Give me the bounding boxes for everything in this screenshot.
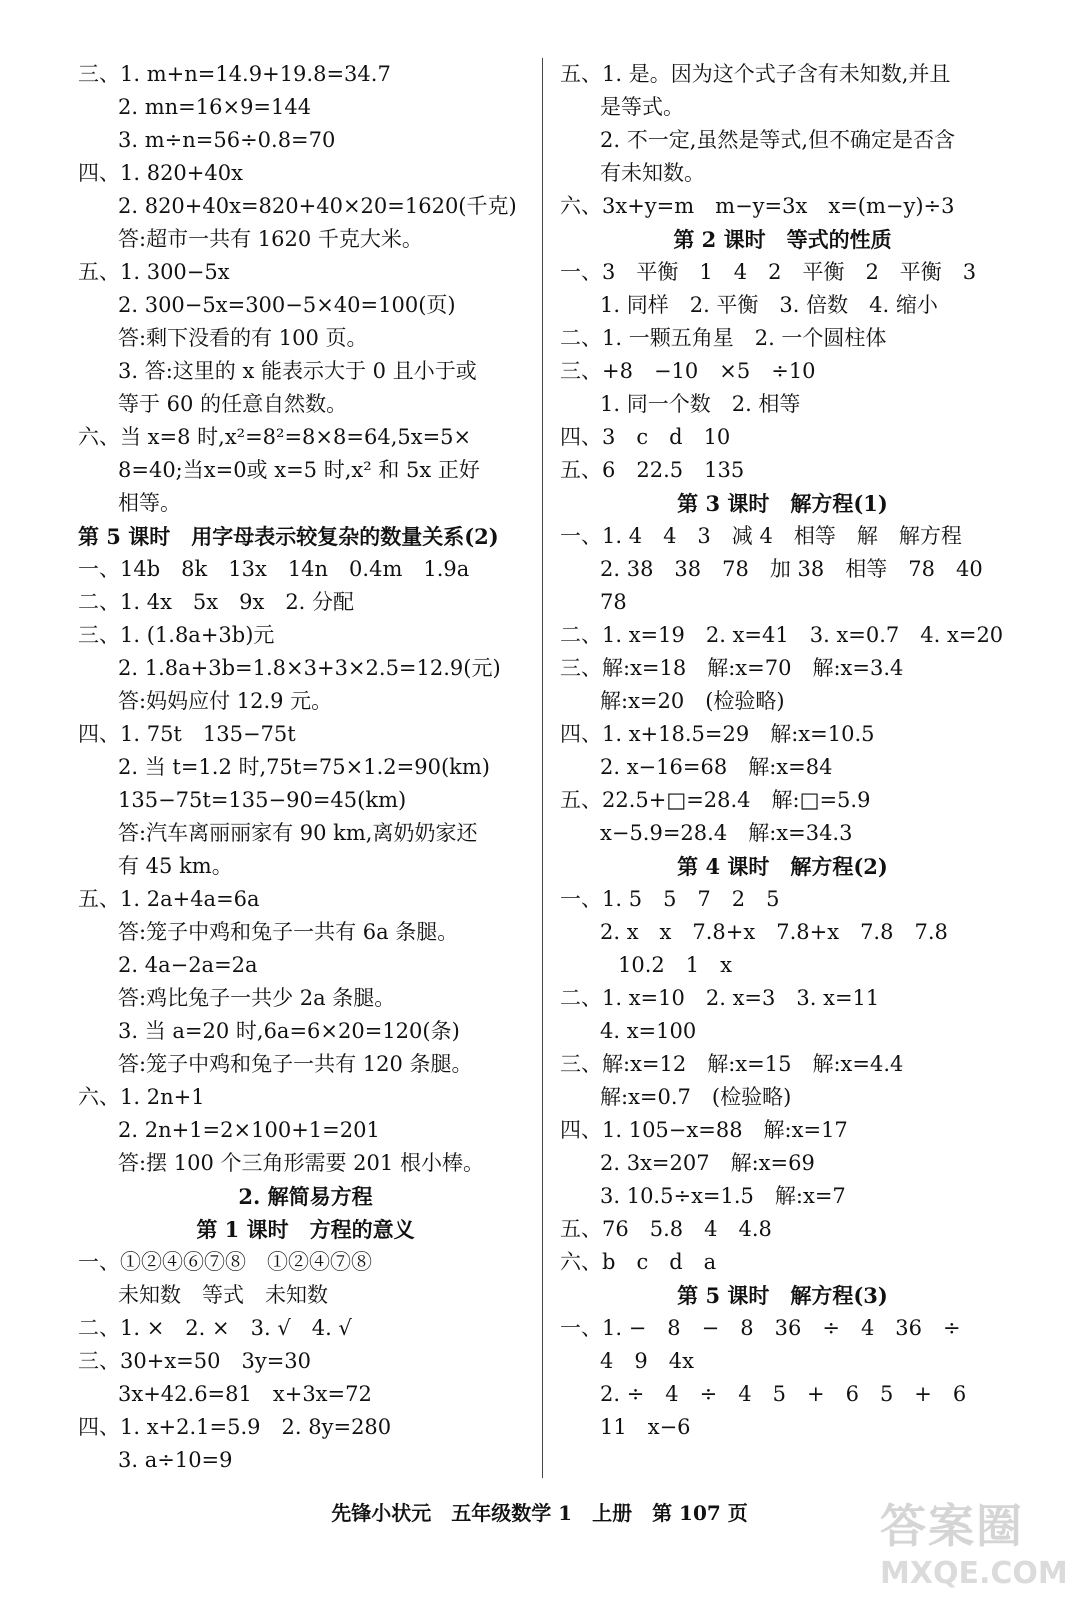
answer-line: x−5.9=28.4 解:x=34.3 xyxy=(600,821,853,845)
answer-line: 三、+8 −10 ×5 ÷10 xyxy=(560,359,816,383)
answer-line: 是等式。 xyxy=(600,95,684,119)
answer-line: 一、1. − 8 − 8 36 ÷ 4 36 ÷ xyxy=(560,1316,961,1340)
answer-line: 五、6 22.5 135 xyxy=(560,458,745,482)
answer-line: 2. 2n+1=2×100+1=201 xyxy=(118,1118,380,1142)
watermark-logo xyxy=(880,1490,1068,1591)
answer-line: 五、22.5+□=28.4 解:□=5.9 xyxy=(560,788,871,812)
answer-line: 78 xyxy=(600,590,627,614)
answer-line: 四、3 c d 10 xyxy=(560,425,731,449)
answer-line: 答:笼子中鸡和兔子一共有 6a 条腿。 xyxy=(118,920,459,944)
answer-line: 1. 同样 2. 平衡 3. 倍数 4. 缩小 xyxy=(600,293,938,317)
answer-line: 五、1. 300−5x xyxy=(78,260,230,284)
watermark-bottom-text: MXQE.COM xyxy=(880,1556,1068,1591)
answer-line: 答:笼子中鸡和兔子一共有 120 条腿。 xyxy=(118,1052,473,1076)
section-heading: 第 5 课时 解方程(3) xyxy=(677,1283,888,1308)
answer-line: 答:超市一共有 1620 千克大米。 xyxy=(118,227,423,251)
watermark-top-text: 答案圈 xyxy=(880,1499,1024,1553)
answer-line: 2. 1.8a+3b=1.8×3+3×2.5=12.9(元) xyxy=(118,656,501,680)
answer-line: 2. mn=16×9=144 xyxy=(118,95,312,119)
answer-line: 3. 当 a=20 时,6a=6×20=120(条) xyxy=(118,1019,460,1043)
answer-line: 3. 10.5÷x=1.5 解:x=7 xyxy=(600,1184,846,1208)
column-divider xyxy=(542,58,543,1478)
answer-line: 六、当 x=8 时,x²=8²=8×8=64,5x=5× xyxy=(78,425,472,449)
answer-line: 3. 答:这里的 x 能表示大于 0 且小于或 xyxy=(118,359,477,383)
answer-line: 六、b c d a xyxy=(560,1250,717,1274)
answer-line: 135−75t=135−90=45(km) xyxy=(118,788,407,812)
answer-line: 四、1. 105−x=88 解:x=17 xyxy=(560,1118,848,1142)
answer-line: 答:鸡比兔子一共少 2a 条腿。 xyxy=(118,986,396,1010)
answer-line: 2. 当 t=1.2 时,75t=75×1.2=90(km) xyxy=(118,755,490,779)
answer-line: 相等。 xyxy=(118,491,181,515)
answer-line: 4 9 4x xyxy=(600,1349,694,1373)
section-heading: 第 2 课时 等式的性质 xyxy=(673,227,892,252)
answer-line: 3. a÷10=9 xyxy=(118,1448,233,1472)
answer-line: 四、1. 820+40x xyxy=(78,161,243,185)
answer-line: 3x+42.6=81 x+3x=72 xyxy=(118,1382,372,1406)
answer-line: 等于 60 的任意自然数。 xyxy=(118,392,348,416)
answer-line: 2. 300−5x=300−5×40=100(页) xyxy=(118,293,456,317)
answer-line: 二、1. × 2. × 3. √ 4. √ xyxy=(78,1316,352,1340)
answer-line: 六、3x+y=m m−y=3x x=(m−y)÷3 xyxy=(560,194,955,218)
answer-line: 三、1. m+n=14.9+19.8=34.7 xyxy=(78,62,391,86)
answer-line: 解:x=0.7 (检验略) xyxy=(600,1085,792,1109)
answer-line: 三、解:x=12 解:x=15 解:x=4.4 xyxy=(560,1052,904,1076)
answer-line: 2. 4a−2a=2a xyxy=(118,953,258,977)
answer-line: 8=40;当x=0或 x=5 时,x² 和 5x 正好 xyxy=(118,458,480,482)
answer-line: 三、30+x=50 3y=30 xyxy=(78,1349,312,1373)
section-heading: 第 4 课时 解方程(2) xyxy=(677,854,888,879)
answer-line: 11 x−6 xyxy=(600,1415,691,1439)
answer-line: 2. 38 38 78 加 38 相等 78 40 xyxy=(600,557,983,581)
answer-line: 四、1. 75t 135−75t xyxy=(78,722,296,746)
answer-line: 解:x=20 (检验略) xyxy=(600,689,785,713)
right-column xyxy=(560,58,1005,1444)
answer-line: 一、3 平衡 1 4 2 平衡 2 平衡 3 xyxy=(560,260,977,284)
page-footer: 先锋小状元 五年级数学 1 上册 第 107 页 xyxy=(331,1501,748,1525)
section-heading: 第 1 课时 方程的意义 xyxy=(196,1217,415,1242)
answer-line: 答:妈妈应付 12.9 元。 xyxy=(118,689,333,713)
answer-line: 未知数 等式 未知数 xyxy=(118,1283,328,1307)
answer-line: 2. 3x=207 解:x=69 xyxy=(600,1151,815,1175)
answer-line: 2. x x 7.8+x 7.8+x 7.8 7.8 xyxy=(600,920,948,944)
left-column xyxy=(78,58,533,1477)
answer-line: 三、解:x=18 解:x=70 解:x=3.4 xyxy=(560,656,904,680)
answer-line: 四、1. x+18.5=29 解:x=10.5 xyxy=(560,722,875,746)
answer-line: 一、①②④⑥⑦⑧ ①②④⑦⑧ xyxy=(78,1250,372,1274)
section-heading: 第 5 课时 用字母表示较复杂的数量关系(2) xyxy=(78,524,499,549)
answer-line: 答:汽车离丽丽家有 90 km,离奶奶家还 xyxy=(118,821,478,845)
answer-line: 答:剩下没看的有 100 页。 xyxy=(118,326,368,350)
answer-line: 2. ÷ 4 ÷ 4 5 + 6 5 + 6 xyxy=(600,1382,967,1406)
answer-line: 一、1. 5 5 7 2 5 xyxy=(560,887,780,911)
section-heading: 2. 解简易方程 xyxy=(238,1184,373,1209)
answer-line: 2. 820+40x=820+40×20=1620(千克) xyxy=(118,194,517,218)
answer-line: 二、1. 一颗五角星 2. 一个圆柱体 xyxy=(560,326,887,350)
answer-line: 有未知数。 xyxy=(600,161,705,185)
answer-line: 三、1. (1.8a+3b)元 xyxy=(78,623,275,647)
section-heading: 第 3 课时 解方程(1) xyxy=(677,491,888,516)
answer-line: 4. x=100 xyxy=(600,1019,697,1043)
answer-line: 一、1. 4 4 3 减 4 相等 解 解方程 xyxy=(560,524,962,548)
answer-line: 四、1. x+2.1=5.9 2. 8y=280 xyxy=(78,1415,392,1439)
answer-line: 2. x−16=68 解:x=84 xyxy=(600,755,833,779)
answer-line: 10.2 1 x xyxy=(618,953,732,977)
answer-line: 五、1. 是。因为这个式子含有未知数,并且 xyxy=(560,62,951,86)
answer-line: 有 45 km。 xyxy=(118,854,233,878)
answer-line: 二、1. 4x 5x 9x 2. 分配 xyxy=(78,590,355,614)
answer-line: 二、1. x=10 2. x=3 3. x=11 xyxy=(560,986,880,1010)
answer-line: 一、14b 8k 13x 14n 0.4m 1.9a xyxy=(78,557,470,581)
answer-line: 二、1. x=19 2. x=41 3. x=0.7 4. x=20 xyxy=(560,623,1004,647)
answer-line: 五、76 5.8 4 4.8 xyxy=(560,1217,772,1241)
answer-line: 1. 同一个数 2. 相等 xyxy=(600,392,801,416)
answer-line: 2. 不一定,虽然是等式,但不确定是否含 xyxy=(600,128,956,152)
answer-line: 五、1. 2a+4a=6a xyxy=(78,887,260,911)
answer-line: 3. m÷n=56÷0.8=70 xyxy=(118,128,336,152)
answer-line: 六、1. 2n+1 xyxy=(78,1085,205,1109)
answer-line: 答:摆 100 个三角形需要 201 根小棒。 xyxy=(118,1151,484,1175)
